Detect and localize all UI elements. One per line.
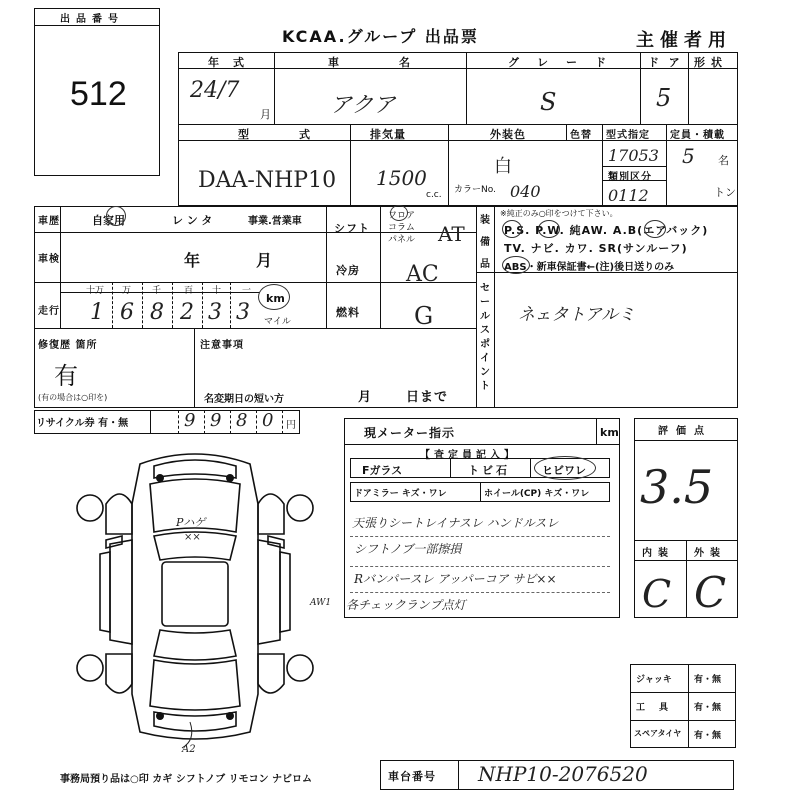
shift-value: AT — [438, 222, 465, 246]
tool-tools-label: 工具 — [636, 703, 683, 713]
diagram-mark-top: Pハゲ — [176, 516, 206, 529]
diagram-mark-xx: ×× — [184, 532, 201, 543]
lot-number-value: 512 — [70, 75, 127, 113]
unit-km[interactable]: km — [266, 292, 285, 305]
inspection-year: 年 — [184, 251, 202, 270]
year-month-unit: 月 — [260, 108, 271, 121]
tool-spare-label: スペアタイヤ — [634, 729, 682, 738]
exterior-value: C — [694, 568, 727, 617]
recycle-label: リサイクル券 有・無 — [36, 418, 129, 429]
office-note: 事務局預り品は○印 カギ シフトノブ リモコン ナビロム — [60, 774, 313, 785]
diagram-mark-a2: A2 — [182, 744, 196, 755]
private-circle-mark — [106, 206, 126, 226]
organizer-label: 主催者用 — [636, 30, 732, 51]
inspector-comment-2: シフトノブ一部擦損 — [354, 542, 462, 556]
inspector-comment-1: 天張りシートレイナスレ ハンドルスレ — [352, 516, 559, 530]
mileage-digit-6: 3 — [236, 300, 250, 325]
ps-circle-mark — [502, 220, 522, 238]
capacity-value: 5 — [682, 144, 695, 168]
inspector-comment-3: Rバンパースレ アッパーコア サビ×× — [354, 572, 557, 586]
displacement-label: 排気量 — [370, 128, 406, 141]
diagram-mark-side: AW1 — [310, 598, 332, 608]
chassis-label: 車台番号 — [388, 770, 436, 783]
score-value: 3.5 — [640, 460, 714, 514]
shape-label: 形状 — [694, 56, 728, 69]
equipment-label: 装備品 — [480, 215, 491, 270]
color-no-value: 040 — [510, 182, 541, 201]
form-title: KCAA.グループ 出品票 — [282, 27, 479, 46]
shift-label: シフト — [334, 222, 370, 235]
unit-mile[interactable]: マイル — [264, 317, 291, 327]
shift-option-panel[interactable]: パネル — [388, 235, 416, 245]
exterior-label: 外装 — [694, 548, 726, 559]
mileage-digit-5: 3 — [208, 300, 222, 325]
load-unit: トン — [714, 186, 736, 199]
meter-unit: km — [600, 426, 619, 439]
shift-option-floor[interactable]: フロア — [388, 211, 416, 221]
wheel-label: ホイール(CP) キズ・ワレ — [484, 489, 590, 499]
color-no-label: カラーNo. — [454, 185, 496, 195]
class-label: 類別区分 — [608, 172, 652, 183]
meter-label: 現メーター指示 — [364, 426, 456, 440]
year-label: 年式 — [208, 56, 258, 69]
sales-point-label: セールスポイント — [480, 283, 491, 392]
displacement-unit: c.c. — [426, 190, 442, 200]
equipment-line1: P.S. P.W. 純AW. A.B(エアバック) — [504, 224, 709, 237]
recycle-unit: 円 — [286, 420, 296, 431]
equipment-line3: ABS・新車保証書←(注)後日送りのみ — [504, 262, 675, 273]
front-glass-label: Fガラス — [362, 464, 403, 477]
digit-header-10k: 万 — [122, 286, 132, 296]
fuel-label: 燃料 — [336, 306, 360, 319]
digit-header-10: 十 — [212, 286, 222, 296]
grade-label: グレード — [508, 56, 624, 69]
lot-number-label: 出品番号 — [60, 14, 124, 25]
hibiware-label[interactable]: ヒビワレ — [542, 464, 586, 477]
abs-circle-mark — [502, 256, 530, 274]
car-name-value: アクア — [330, 93, 396, 118]
car-name-label: 車名 — [328, 56, 470, 69]
digit-header-100k: 十万 — [86, 286, 105, 296]
equipment-note: ※純正のみ○印をつけて下さい。 — [500, 209, 618, 218]
tool-spare-opts[interactable]: 有・無 — [694, 731, 722, 741]
model-designation-value: 17053 — [608, 146, 659, 165]
history-option-business[interactable]: 事業.営業車 — [248, 216, 302, 227]
aircon-value: AC — [406, 262, 439, 287]
tool-jack-label: ジャッキ — [636, 675, 672, 685]
history-option-private[interactable]: 自家用 — [92, 214, 125, 227]
score-label: 評価点 — [658, 426, 712, 437]
repair-note: (有の場合は○印を) — [38, 393, 108, 402]
floor-circle-mark — [390, 205, 408, 221]
recycle-digit-1: 9 — [184, 410, 196, 431]
grade-value: S — [540, 88, 557, 116]
sales-point-value: ネェタトアルミ — [518, 305, 636, 325]
tobiishi-label[interactable]: トビ石 — [468, 464, 510, 477]
km-circle-mark — [258, 284, 290, 310]
digit-header-100: 百 — [184, 286, 194, 296]
capacity-label: 定員・積載 — [670, 130, 725, 141]
mileage-digit-4: 2 — [180, 300, 194, 325]
capacity-unit: 名 — [718, 154, 729, 167]
name-change-label: 名変期日の短い方 — [204, 394, 284, 405]
chassis-value: NHP10-2076520 — [478, 762, 648, 786]
recycle-digit-2: 9 — [210, 410, 222, 431]
door-label: ドア — [648, 56, 690, 69]
inspection-month: 月 — [256, 251, 274, 270]
notes-label: 注意事項 — [200, 340, 244, 351]
recycle-digit-4: 0 — [262, 410, 274, 431]
equipment-line2: TV. ナビ. カワ. SR(サンルーフ) — [504, 242, 688, 255]
repair-value: 有 — [54, 362, 79, 390]
exterior-color-label: 外装色 — [490, 128, 526, 141]
model-label: 型式 — [238, 128, 360, 141]
mileage-label: 走行 — [38, 306, 60, 317]
pw-circle-mark — [538, 220, 560, 238]
mileage-digit-3: 8 — [150, 300, 164, 325]
model-designation-label: 型式指定 — [606, 130, 650, 141]
recycle-digit-3: 8 — [236, 410, 248, 431]
mileage-digit-1: 1 — [90, 300, 104, 325]
tool-tools-opts[interactable]: 有・無 — [694, 703, 722, 713]
repair-label: 修復歴 箇所 — [38, 340, 98, 351]
hibiware-circle-mark — [534, 456, 596, 480]
interior-value: C — [642, 572, 672, 616]
color-change-label: 色替 — [570, 130, 592, 141]
inspector-header: 【査定員記入】 — [420, 450, 518, 461]
inspection-label: 車検 — [38, 254, 60, 265]
door-mirror-label: ドアミラー キズ・ワレ — [354, 489, 447, 499]
interior-label: 内装 — [642, 548, 674, 559]
name-change-month: 月 — [358, 390, 373, 405]
tool-jack-opts[interactable]: 有・無 — [694, 675, 722, 685]
fuel-value: G — [414, 302, 434, 330]
year-value: 24/7 — [190, 78, 240, 103]
car-diagram — [70, 444, 320, 754]
model-value: DAA-NHP10 — [198, 168, 337, 193]
class-value: 0112 — [608, 186, 649, 205]
door-value: 5 — [656, 84, 672, 112]
inspector-comment-4: 各チェックランプ点灯 — [346, 598, 466, 612]
displacement-value: 1500 — [376, 166, 427, 190]
history-option-rental[interactable]: レンタ — [172, 214, 217, 227]
ab-circle-mark — [644, 220, 666, 238]
aircon-label: 冷房 — [336, 264, 360, 277]
shift-option-column[interactable]: コラム — [388, 223, 415, 233]
mileage-digit-2: 6 — [120, 300, 134, 325]
exterior-color-value: 白 — [494, 156, 512, 177]
name-change-day: 日まで — [406, 390, 449, 405]
history-label: 車歴 — [38, 216, 60, 227]
digit-header-1k: 千 — [152, 286, 162, 296]
digit-header-1: 一 — [242, 286, 252, 296]
